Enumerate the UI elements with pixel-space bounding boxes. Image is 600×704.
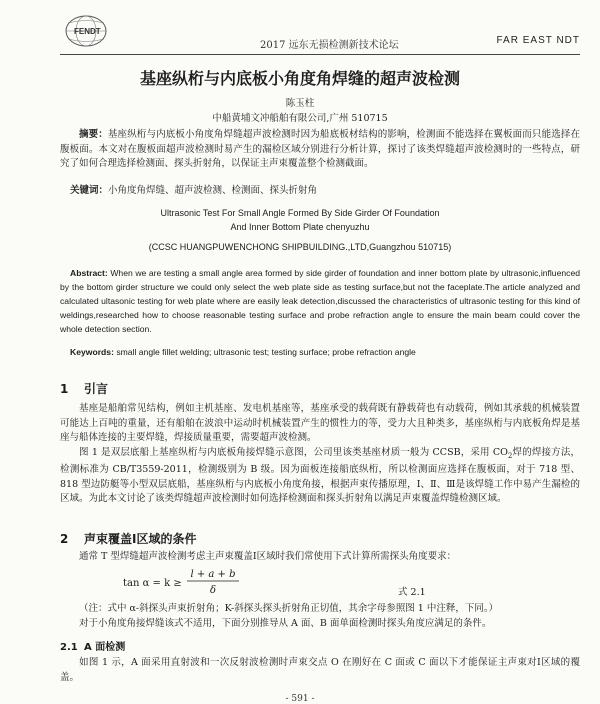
- section-2-title: 声束覆盖Ⅰ区域的条件: [84, 532, 197, 546]
- section-1-p2-part-a: 图 1 是双层底船上基座纵桁与内底板角接焊缝示意图，公司里该类基座材质一般为 CCSB，采用 CO: [79, 447, 508, 458]
- co2-subscript: 2: [507, 451, 513, 460]
- logo-text: FENDT: [74, 27, 101, 36]
- forum-name: 2017 远东无损检测新技术论坛: [260, 40, 399, 51]
- section-2-number: 2: [60, 532, 69, 546]
- section-1-number: 1: [60, 382, 69, 396]
- formula-note: （注：式中 α-斜探头声束折射角；K-斜探头探头折射角正切值，其余字母参照图 1 中注释，下同。）: [79, 603, 499, 614]
- english-affiliation: (CCSC HUANGPUWENCHONG SHIPBUILDING.,LTD,Guangzhou 510715): [148, 242, 452, 252]
- english-title-line2: And Inner Bottom Plate chenyuzhu: [230, 222, 370, 232]
- formula-denominator: δ: [209, 585, 217, 596]
- fendt-logo-icon: [60, 14, 116, 48]
- section-2-paragraph-2: 对于小角度角接焊缝该式不适用，下面分别推导从 A 面、B 面单面检测时探头角度应满足的条件。: [79, 618, 492, 629]
- page-header: [60, 14, 580, 55]
- paper-title: 基座纵桁与内底板小角度角焊缝的超声波检测: [139, 69, 460, 88]
- section-1-title: 引言: [84, 382, 109, 396]
- formula-label: 式 2.1: [398, 587, 426, 598]
- section-1-p2-part-b: 焊的焊接方法，检测标准为 CB/T3559-2011，检测级别为 B 级。因为面板连接船底纵桁，所以检测面应选择在腹板面，对于 718 型、818 型边防艇等小型双层底船，基座纵桁与内底板小角度角接，根据声束传播原理，Ⅰ、Ⅱ、Ⅲ是该焊缝工作中易产生漏检的区域。为此本文讨论了该类焊缝超声波检测时如何选择检测面和探头折射角以满足声束覆盖焊缝检测区域。: [60, 447, 580, 505]
- english-keywords: [70, 347, 416, 357]
- author: 陈玉柱: [285, 98, 315, 109]
- english-keywords-label: Keywords:: [70, 347, 114, 357]
- section-2-1-number: 2.1: [60, 642, 78, 653]
- section-2-1-paragraph: 如图 1 示，A 面采用直射波和一次反射波检测时声束交点 O 在刚好在 C 面或 C 面以下才能保证主声束对Ⅰ区域的覆盖。: [60, 657, 580, 683]
- keywords-text: 小角度角焊缝、超声波检测、检测面、探头折射角: [108, 185, 318, 196]
- keywords-label: 关键词：: [70, 185, 109, 196]
- english-abstract-text: When we are testing a small angle area formed by side girder of foundation and inner bottom plate by ultrasonic,influenced by the bottom girder structure we could only select the web plate side as testing surface,but not the faceplate.The article analyzed and calculated ultasonic testing for web plate where are easily leak detection,discussed the characteristics of ultrasonic testing for this kind of weldings,researched how to choose reasonable testing surface and probe refraction angle to ensure the main beam could cover the whole detection section.: [60, 268, 581, 334]
- section-1-heading: [60, 380, 108, 397]
- section-2-1-title: A 面检测: [84, 642, 126, 653]
- abstract-cn: [60, 128, 580, 172]
- section-2-heading: [60, 530, 196, 547]
- formula-lhs: tan α = k ≥: [123, 578, 182, 589]
- page-number: - 591 -: [285, 694, 315, 704]
- section-1-paragraph-2: [60, 446, 580, 507]
- formula-2-1: [123, 564, 323, 598]
- section-1-paragraph-1: 基座是船舶常见结构，例如主机基座、发电机基座等，基座承受的载荷既有静载荷也有动载荷，例如其承载的机械装置可能达上百吨的重量，还有船舶在波浪中运动时机械装置产生的惯性力的等，受力大且种类多，基座纵桁与内底板角焊是基座与船体连接的主要焊缝，焊接质量重要，需要超声波检测。: [60, 403, 580, 443]
- english-abstract-label: Abstract:: [70, 268, 108, 278]
- english-title-line1: Ultrasonic Test For Small Angle Formed By Side Girder Of Foundation: [160, 208, 440, 218]
- section-2-intro: 通常 T 型焊缝超声波检测考虑主声束覆盖Ⅰ区域时我们常使用下式计算所需探头角度要求：: [79, 551, 457, 562]
- section-2-1-heading: [60, 638, 125, 653]
- abstract-text: 基座纵桁与内底板小角度角焊缝超声波检测时因为船底板材结构的影响，检测面不能选择在翼板面而只能选择在腹板面。本文对在腹板面超声波检测时易产生的漏检区域分别进行分析计算，探讨了该类焊缝超声波检测时的一些特点，研究了如何合理选择检测面、探头折射角，以保证主声束覆盖整个检测截面。: [60, 129, 580, 169]
- keywords-cn: [70, 182, 317, 196]
- affiliation: 中船黄埔文冲船舶有限公司,广州 510715: [212, 113, 388, 124]
- forum-brand: FAR EAST NDT: [496, 35, 580, 46]
- abstract-label: 摘要：: [79, 129, 108, 140]
- formula-numerator: l + a + b: [190, 569, 236, 580]
- english-keywords-text: small angle fillet welding; ultrasonic test; testing surface; probe refraction angle: [116, 347, 416, 357]
- english-abstract: [60, 266, 580, 336]
